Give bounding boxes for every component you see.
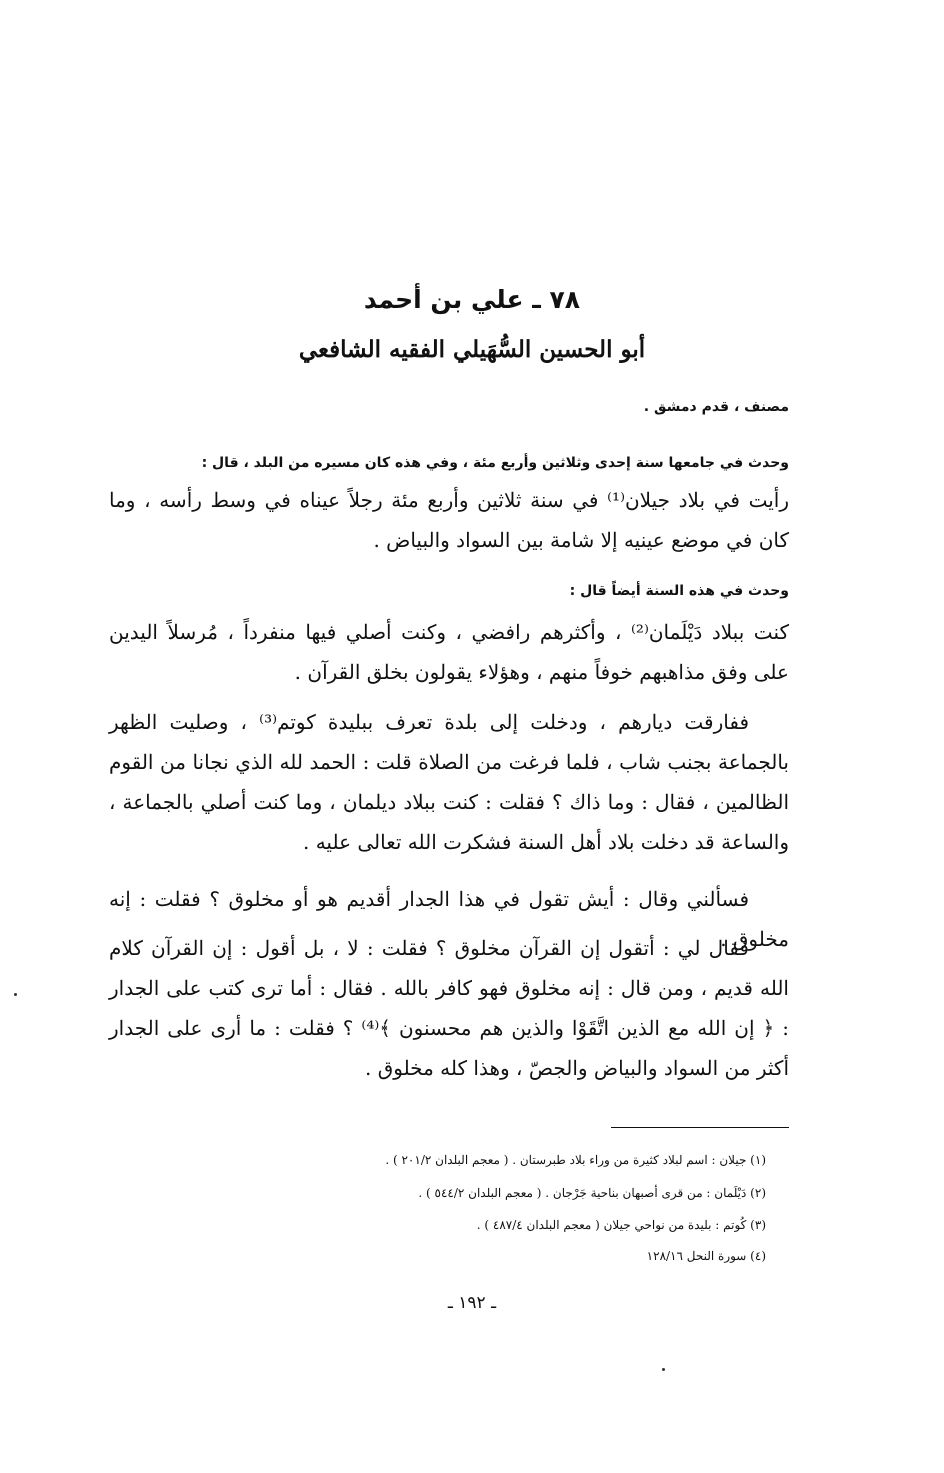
paragraph-5: فقال لي : أتقول إن القرآن مخلوق ؟ فقلت : لا ، بل أقول : إن القرآن كلام الله قديم ، ومن قال : إنه مخلوق فهو كافر بالله . فقال : أما ترى كتب على الجدار : ﴿ إن الله مع الذين اتَّقَوْا والذين هم محسنون ﴾⁽⁴⁾ ؟ فقلت : ما أرى على الجدار أكثر من السواد والبياض والجصّ ، وهذا كله مخلوق . [109,936,789,1080]
footnote-4: (٤) سورة النحل ١٢٨/١٦ [646,1249,766,1263]
entry-title: ٧٨ ـ علي بن أحمد [363,285,581,314]
narration-note-2: وحدث في هذه السنة أيضاً قال : [569,583,789,599]
footnote-2: (٢) دَيْلَمان : من قرى أصبهان بناحية جَرْجان . ( معجم البلدان ٥٤٤/٢ ) . [418,1186,766,1200]
entry-subtitle: أبو الحسين السُّهَيلي الفقيه الشافعي [298,336,646,363]
paragraph-4: فسألني وقال : أيش تقول في هذا الجدار أقديم هو أو مخلوق ؟ فقلت : إنه مخلوق . [109,887,789,951]
paragraph-3: ففارقت ديارهم ، ودخلت إلى بلدة تعرف ببليدة كوتم⁽³⁾ ، وصليت الظهر بالجماعة بجنب شاب ، فلما فرغت من الصلاة قلت : الحمد لله الذي نجانا من القوم الظالمين ، فقال : وما ذاك ؟ فقلت : كنت ببلاد ديلمان ، وما كنت أصلي بالجماعة ، والساعة قد دخلت بلاد أهل السنة فشكرت الله تعالى عليه . [109,710,789,854]
page-number: ـ ١٩٢ ـ [447,1293,497,1313]
narration-note: وحدث في جامعها سنة إحدى وثلاثين وأربع مئة ، وفي هذه كان مسيره من البلد ، قال : [201,455,789,471]
footnote-1: (١) جيلان : اسم لبلاد كثيرة من وراء بلاد طبرستان . ( معجم البلدان ٢٠١/٢ ) . [385,1153,766,1167]
intro-note: مصنف ، قدم دمشق . [643,399,789,415]
footnote-3: (٣) كُوتم : بليدة من نواحي جيلان ( معجم البلدان ٤٨٧/٤ ) . [476,1218,766,1232]
scan-speck [14,993,17,996]
paragraph-2: كنت ببلاد دَيْلَمان⁽²⁾ ، وأكثرهم رافضي ، وكنت أصلي فيها منفرداً ، مُرسلاً اليدين على وفق مذاهبهم خوفاً منهم ، وهؤلاء يقولون بخلق القرآن . [109,620,789,684]
footnote-divider [611,1127,789,1128]
scan-speck [662,1368,665,1371]
paragraph-1: رأيت في بلاد جيلان⁽¹⁾ في سنة ثلاثين وأربع مئة رجلاً عيناه في وسط رأسه ، وما كان في موضع عينيه إلا شامة بين السواد والبياض . [109,488,789,552]
